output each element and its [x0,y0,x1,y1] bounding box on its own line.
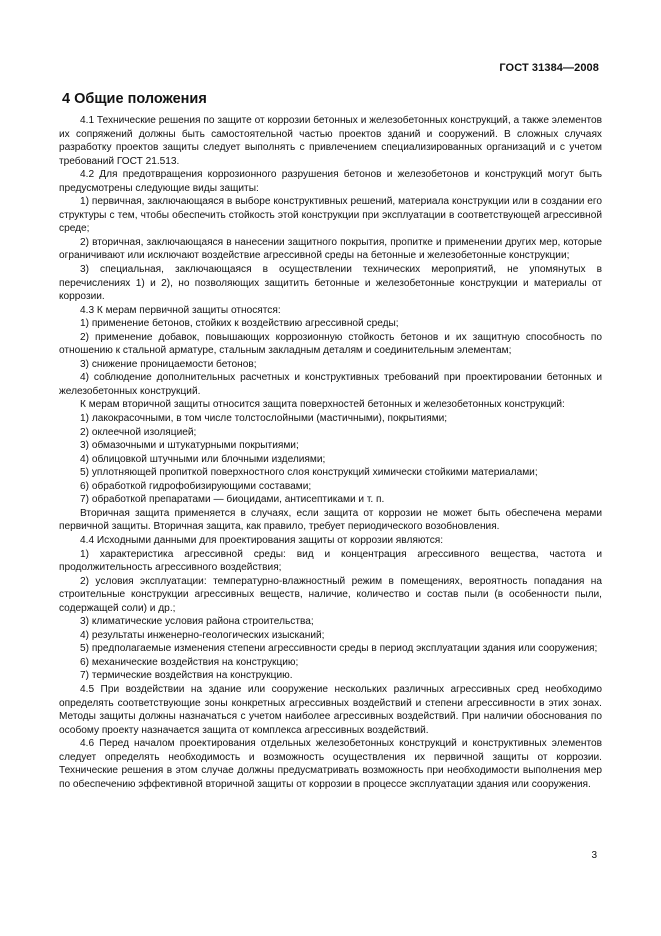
list-item: 2) вторичная, заключающаяся в нанесении защитного покрытия, пропитке и применении других мер, которые ограничивают или исключают воздействие агрессивной среды на бетонные и железобетонные конструкции; [59,236,602,262]
list-item: 7) обработкой препаратами — биоцидами, антисептиками и т. п. [80,494,385,506]
list-item: 1) лакокрасочными, в том числе толстослойными (мастичными), покрытиями; [80,413,448,425]
list-item: 2) условия эксплуатации: температурно-влажностный режим в помещениях, вероятность попадания на строительные конструкции агрессивных веществ, наличие, количество и состав пыли (в особенности пыли, содержащей соли) и др.; [59,575,602,614]
paragraph-4-5: 4.5 При воздействии на здание или сооружение нескольких различных агрессивных сред необходимо определять соответствующие зоны конкретных агрессивных воздействий и степени агрессивности в этих зонах. Методы защиты должны назначаться с учетом наиболее агрессивных воздействий. При наличии обоснования по особому проекту назначается защита от комплекса агрессивных воздействий. [59,683,602,736]
paragraph-4-4: 4.4 Исходными данными для проектирования защиты от коррозии являются: [80,534,444,546]
list-item: 3) обмазочными и штукатурными покрытиями; [80,440,299,452]
list-item: 5) уплотняющей пропиткой поверхностного слоя конструкций химически стойкими материалами; [80,467,538,479]
paragraph-secondary-note: Вторичная защита применяется в случаях, если защита от коррозии не может быть обеспечена мерами первичной защиты. Вторичная защита, как правило, требует периодического возобновления. [59,507,602,533]
list-item: 4) результаты инженерно-геологических изысканий; [80,629,325,641]
list-item: 5) предполагаемые изменения степени агрессивности среды в период эксплуатации здания или сооружения; [80,643,598,655]
section-body [59,114,602,791]
paragraph-secondary-protection: К мерам вторичной защиты относится защита поверхностей бетонных и железобетонных конструкций: [80,399,565,411]
list-item: 4) облицовкой штучными или блочными изделиями; [80,453,326,465]
list-item: 2) оклеечной изоляцией; [80,426,197,438]
list-item: 6) обработкой гидрофобизирующими составами; [80,480,312,492]
paragraph-4-6: 4.6 Перед началом проектирования отдельных железобетонных конструкций и конструктивных элементов следует определять необходимость и возможность осуществления их первичной защиты от коррозии. Технические решения в этом случае должны предусматривать возможность при необходимости выполнения мер по обеспечению эффективной вторичной защиты от коррозии в процессе эксплуатации здания или сооружения. [59,738,602,790]
document-code: ГОСТ 31384—2008 [499,62,599,74]
list-item: 1) применение бетонов, стойких к воздействию агрессивной среды; [80,318,399,330]
paragraph-4-3: 4.3 К мерам первичной защиты относятся: [80,304,281,316]
paragraph-4-2: 4.2 Для предотвращения коррозионного разрушения бетонов и железобетонов и конструкций могут быть предусмотрены следующие виды защиты: [59,169,602,194]
list-item: 3) снижение проницаемости бетонов; [80,358,257,370]
list-item: 1) характеристика агрессивной среды: вид и концентрация агрессивного вещества, частота и продолжительность агрессивного воздействия; [59,548,602,574]
list-item: 3) климатические условия района строительства; [80,616,314,628]
list-item: 4) соблюдение дополнительных расчетных и конструктивных требований при проектировании бетонных и железобетонных конструкций. [59,372,602,397]
page-number: 3 [591,850,597,861]
list-item: 7) термические воздействия на конструкцию. [80,670,293,682]
list-item: 3) специальная, заключающаяся в осуществлении технических мероприятий, не упомянутых в перечислениях 1) и 2), но позволяющих защитить бетонные и железобетонные конструкции и материалы от коррозии. [59,264,602,303]
section-title: 4 Общие положения [62,91,207,107]
list-item: 6) механические воздействия на конструкцию; [80,656,299,668]
list-item: 2) применение добавок, повышающих коррозионную стойкость бетонов и их защитную способность по отношению к стальной арматуре, стальным закладным деталям и соединительным элементам; [59,331,602,357]
paragraph-4-1: 4.1 Технические решения по защите от коррозии бетонных и железобетонных конструкций, а также элементов их сопряжений должны быть самостоятельной частью проектов зданий и сооружений. В сложных случаях разработку проектов защиты следует выполнять с привлечением специализированных организаций и с учетом требований ГОСТ 21.513. [59,115,602,167]
list-item: 1) первичная, заключающаяся в выборе конструктивных решений, материала конструкции или в создании его структуры с тем, чтобы обеспечить стойкость этой конструкции при эксплуатации в соответствующей агрессивной среде; [59,196,602,235]
